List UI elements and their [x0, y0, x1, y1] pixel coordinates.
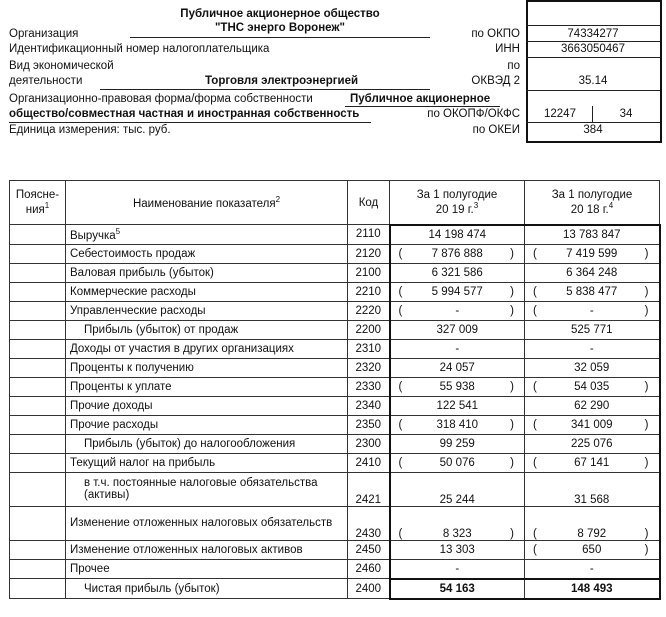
row-value-current	[390, 301, 525, 320]
row-value-text: 13 303	[439, 543, 475, 556]
table-row	[10, 244, 660, 263]
paren-close: )	[644, 380, 649, 393]
row-value-current	[390, 472, 525, 506]
row-name-text: Прочие доходы	[70, 399, 153, 412]
row-name-text: Валовая прибыль (убыток)	[70, 266, 214, 279]
header-period-2-sup: 4	[608, 200, 614, 210]
header-period-2-year: 20 18 г.	[570, 203, 609, 216]
row-name	[66, 540, 348, 559]
paren-close: )	[644, 456, 649, 469]
row-code: 2330	[348, 377, 390, 396]
row-value-text: 327 009	[436, 323, 479, 336]
table-row	[10, 320, 660, 339]
row-code: 2110	[348, 225, 390, 245]
header-note	[10, 181, 66, 225]
header-name	[66, 181, 348, 225]
row-value-text: 62 290	[574, 399, 610, 412]
paren-open: (	[533, 543, 537, 556]
row-note-cell	[10, 434, 66, 453]
paren-open: (	[533, 527, 537, 540]
codes-divider	[526, 41, 660, 42]
table-row	[10, 453, 660, 472]
okei-value: 384	[583, 124, 603, 136]
row-name-text: Изменение отложенных налоговых обязательств	[70, 517, 333, 529]
table-row	[10, 579, 660, 599]
paren-close: )	[644, 304, 649, 317]
activity-underline	[100, 89, 430, 90]
paren-close: )	[510, 304, 514, 317]
table-row	[10, 339, 660, 358]
row-value-current	[390, 358, 525, 377]
okved-value: 35.14	[578, 75, 608, 87]
okopf-label: по ОКОПФ/ОКФС	[427, 108, 520, 120]
row-value-text: -	[589, 304, 594, 317]
row-value-previous	[525, 377, 660, 396]
table-row	[10, 506, 660, 540]
row-value-text: 225 076	[570, 437, 613, 450]
row-value-text: 13 783 847	[562, 228, 621, 241]
row-value-previous	[525, 358, 660, 377]
row-name	[66, 434, 348, 453]
paren-open: (	[533, 285, 537, 298]
row-code: 2210	[348, 282, 390, 301]
header-note-text: Поясне-ния	[15, 189, 60, 216]
row-name	[66, 301, 348, 320]
row-note-cell	[10, 415, 66, 434]
financial-results-table	[9, 180, 661, 600]
row-code: 2421	[348, 472, 390, 506]
codes-divider	[526, 25, 660, 26]
table-row	[10, 377, 660, 396]
header-name-text: Наименование показателя	[132, 197, 276, 210]
row-value-text: 14 198 474	[428, 228, 487, 241]
row-name	[66, 244, 348, 263]
row-code: 2100	[348, 263, 390, 282]
row-value-text: 7 876 888	[431, 247, 483, 260]
row-value-previous	[525, 540, 660, 559]
row-value-previous	[525, 339, 660, 358]
row-code: 2320	[348, 358, 390, 377]
okved-label: ОКВЭД 2	[471, 75, 520, 87]
paren-open: (	[398, 304, 403, 317]
row-value-text: 54 035	[574, 380, 610, 393]
row-value-current	[390, 559, 525, 579]
row-value-previous	[525, 225, 660, 245]
row-value-current	[390, 415, 525, 434]
codes-divider	[526, 122, 660, 123]
header-period-1-sup: 3	[473, 200, 479, 210]
table-row	[10, 358, 660, 377]
row-value-text: 50 076	[439, 456, 475, 469]
row-note-cell	[10, 320, 66, 339]
paren-close: )	[644, 418, 649, 431]
row-note-cell	[10, 472, 66, 506]
row-value-text: 8 323	[442, 527, 472, 540]
paren-open: (	[398, 285, 403, 298]
row-value-text: 55 938	[439, 380, 475, 393]
header-period-1-year: 20 19 г.	[435, 203, 474, 216]
row-value-current	[390, 339, 525, 358]
row-value-text: 31 568	[574, 493, 610, 506]
okopf-value: 12247	[544, 108, 576, 120]
header-period-2-top: За 1 полугодие	[551, 188, 633, 201]
row-name-text: Коммерческие расходы	[70, 285, 196, 298]
activity-label-2: деятельности	[9, 75, 83, 87]
row-value-text: 24 057	[439, 361, 475, 374]
title-line-1: Публичное акционерное общество	[180, 8, 380, 20]
row-name	[66, 506, 348, 540]
paren-close: )	[644, 527, 649, 540]
inn-value: 3663050467	[561, 43, 625, 55]
row-name-text: Выручка	[70, 229, 116, 242]
paren-open: (	[533, 456, 537, 469]
row-name-text: Прочие расходы	[70, 418, 159, 431]
row-name	[66, 453, 348, 472]
row-value-text: 32 059	[574, 361, 610, 374]
row-note-cell	[10, 559, 66, 579]
row-value-previous	[525, 506, 660, 540]
header-period-1-top: За 1 полугодие	[416, 188, 498, 201]
row-name	[66, 579, 348, 599]
row-note-cell	[10, 244, 66, 263]
paren-open: (	[398, 456, 403, 469]
paren-open: (	[533, 418, 537, 431]
row-value-current	[390, 453, 525, 472]
row-name	[66, 263, 348, 282]
row-value-previous	[525, 244, 660, 263]
row-code: 2310	[348, 339, 390, 358]
row-name	[66, 415, 348, 434]
row-value-current	[390, 377, 525, 396]
table-row	[10, 434, 660, 453]
row-name	[66, 282, 348, 301]
header-name-sup: 2	[275, 195, 281, 205]
row-code: 2200	[348, 320, 390, 339]
okfs-divider	[592, 106, 593, 122]
row-value-text: 341 009	[570, 418, 613, 431]
row-value-current	[390, 282, 525, 301]
row-note-cell	[10, 358, 66, 377]
row-value-text: -	[589, 342, 594, 355]
table-row	[10, 301, 660, 320]
row-value-current	[390, 320, 525, 339]
row-name-text: Управленческие расходы	[70, 304, 206, 317]
row-value-current	[390, 506, 525, 540]
paren-close: )	[510, 456, 514, 469]
row-value-text: 6 364 248	[566, 266, 618, 279]
legal-form-label: Организационно-правовая форма/форма собственности	[9, 93, 313, 105]
row-code: 2460	[348, 559, 390, 579]
row-value-previous	[525, 263, 660, 282]
paren-close: )	[510, 285, 514, 298]
row-name-text: Чистая прибыль (убыток)	[84, 582, 220, 595]
paren-open: (	[398, 380, 403, 393]
row-value-text: 5 838 477	[566, 285, 618, 298]
okpo-value: 74334277	[567, 28, 619, 40]
table-row	[10, 415, 660, 434]
row-value-current	[390, 434, 525, 453]
paren-open: (	[533, 247, 537, 260]
row-code: 2410	[348, 453, 390, 472]
table-row	[10, 282, 660, 301]
row-value-text: 122 541	[436, 399, 479, 412]
row-value-previous	[525, 415, 660, 434]
paren-close: )	[510, 418, 514, 431]
okved-label-top: по	[507, 60, 520, 72]
row-value-previous	[525, 472, 660, 506]
row-code: 2220	[348, 301, 390, 320]
row-value-text: 148 493	[570, 582, 613, 595]
row-name	[66, 320, 348, 339]
row-value-previous	[525, 579, 660, 599]
row-value-text: -	[589, 562, 594, 575]
row-value-current	[390, 225, 525, 245]
row-name-text: Изменение отложенных налоговых активов	[70, 543, 303, 556]
row-name	[66, 225, 348, 245]
codes-divider	[526, 90, 660, 91]
paren-close: )	[644, 543, 649, 556]
row-value-previous	[525, 559, 660, 579]
row-value-text: -	[455, 562, 460, 575]
paren-close: )	[644, 285, 649, 298]
row-note-cell	[10, 282, 66, 301]
row-value-text: -	[455, 304, 460, 317]
ownership-underline	[9, 122, 371, 123]
table-row	[10, 263, 660, 282]
header-period-2	[525, 181, 660, 225]
row-code: 2340	[348, 396, 390, 415]
row-value-current	[390, 540, 525, 559]
paren-open: (	[398, 418, 403, 431]
row-code: 2350	[348, 415, 390, 434]
row-note-cell	[10, 301, 66, 320]
row-value-previous	[525, 434, 660, 453]
row-value-text: 99 259	[439, 437, 475, 450]
row-note-cell	[10, 339, 66, 358]
row-name-text: Прибыль (убыток) от продаж	[84, 323, 239, 336]
paren-close: )	[510, 527, 514, 540]
header-note-sup: 1	[44, 201, 50, 211]
row-value-text: 7 419 599	[566, 247, 618, 260]
row-value-text: 25 244	[439, 493, 475, 506]
row-name	[66, 339, 348, 358]
row-name	[66, 472, 348, 506]
row-value-previous	[525, 396, 660, 415]
org-label: Организация	[9, 28, 79, 40]
paren-open: (	[533, 304, 537, 317]
paren-open: (	[533, 380, 537, 393]
legal-form-value: Публичное акционерное	[350, 93, 491, 105]
table-row	[10, 540, 660, 559]
row-name-text: Доходы от участия в других организациях	[70, 342, 294, 355]
row-note-cell	[10, 506, 66, 540]
header-period-1	[390, 181, 525, 225]
row-name-sup: 5	[115, 226, 121, 236]
row-value-previous	[525, 320, 660, 339]
row-value-text: 5 994 577	[431, 285, 483, 298]
row-value-text: 8 792	[577, 527, 607, 540]
row-name-text: Проценты к уплате	[70, 380, 172, 393]
row-value-previous	[525, 453, 660, 472]
row-code: 2450	[348, 540, 390, 559]
header-code: Код	[348, 181, 390, 225]
unit-label: Единица измерения: тыс. руб.	[9, 124, 171, 136]
table-row	[10, 559, 660, 579]
row-code: 2300	[348, 434, 390, 453]
inn-label: Идентификационный номер налогоплательщика	[9, 43, 270, 55]
row-value-previous	[525, 301, 660, 320]
title-line-2: "ТНС энерго Воронеж"	[214, 22, 346, 34]
codes-divider	[526, 57, 660, 58]
row-name-text: Прибыль (убыток) до налогообложения	[84, 437, 296, 450]
row-name-text: Себестоимость продаж	[70, 247, 196, 260]
row-value-text: 318 410	[436, 418, 479, 431]
paren-open: (	[398, 527, 403, 540]
row-code: 2430	[348, 506, 390, 540]
paren-open: (	[398, 247, 403, 260]
table-row	[10, 472, 660, 506]
row-note-cell	[10, 263, 66, 282]
row-value-text: 525 771	[570, 323, 613, 336]
row-code: 2400	[348, 579, 390, 599]
row-name-text: в т.ч. постоянные налоговые обязательства (активы)	[84, 477, 318, 501]
row-value-current	[390, 263, 525, 282]
row-note-cell	[10, 396, 66, 415]
row-note-cell	[10, 225, 66, 245]
row-note-cell	[10, 579, 66, 599]
row-note-cell	[10, 377, 66, 396]
row-name	[66, 559, 348, 579]
row-note-cell	[10, 540, 66, 559]
row-note-cell	[10, 453, 66, 472]
paren-close: )	[510, 247, 514, 260]
row-value-current	[390, 579, 525, 599]
row-value-current	[390, 244, 525, 263]
row-value-text: -	[455, 342, 460, 355]
okpo-label: по ОКПО	[471, 28, 520, 40]
row-value-text: 6 321 586	[431, 266, 483, 279]
activity-value: Торговля электроэнергией	[205, 75, 359, 87]
row-name	[66, 358, 348, 377]
table-row	[10, 225, 660, 245]
paren-close: )	[510, 380, 514, 393]
okei-label: по ОКЕИ	[472, 124, 520, 136]
okfs-value: 34	[619, 108, 633, 120]
row-value-text: 67 141	[574, 456, 610, 469]
row-value-current	[390, 396, 525, 415]
row-name	[66, 377, 348, 396]
table-row	[10, 396, 660, 415]
inn-code-label: ИНН	[495, 43, 520, 55]
row-name	[66, 396, 348, 415]
row-value-text: 54 163	[439, 582, 475, 595]
row-value-text: 650	[582, 543, 602, 556]
activity-label-1: Вид экономической	[9, 60, 114, 72]
row-name-text: Проценты к получению	[70, 361, 194, 374]
row-code: 2120	[348, 244, 390, 263]
row-value-previous	[525, 282, 660, 301]
legal-form-underline	[345, 106, 500, 107]
paren-close: )	[644, 247, 649, 260]
row-name-text: Прочее	[70, 562, 110, 575]
title-underline	[130, 37, 430, 38]
ownership-value: общество/совместная частная и иностранная собственность	[9, 108, 360, 120]
row-name-text: Текущий налог на прибыль	[70, 456, 216, 469]
